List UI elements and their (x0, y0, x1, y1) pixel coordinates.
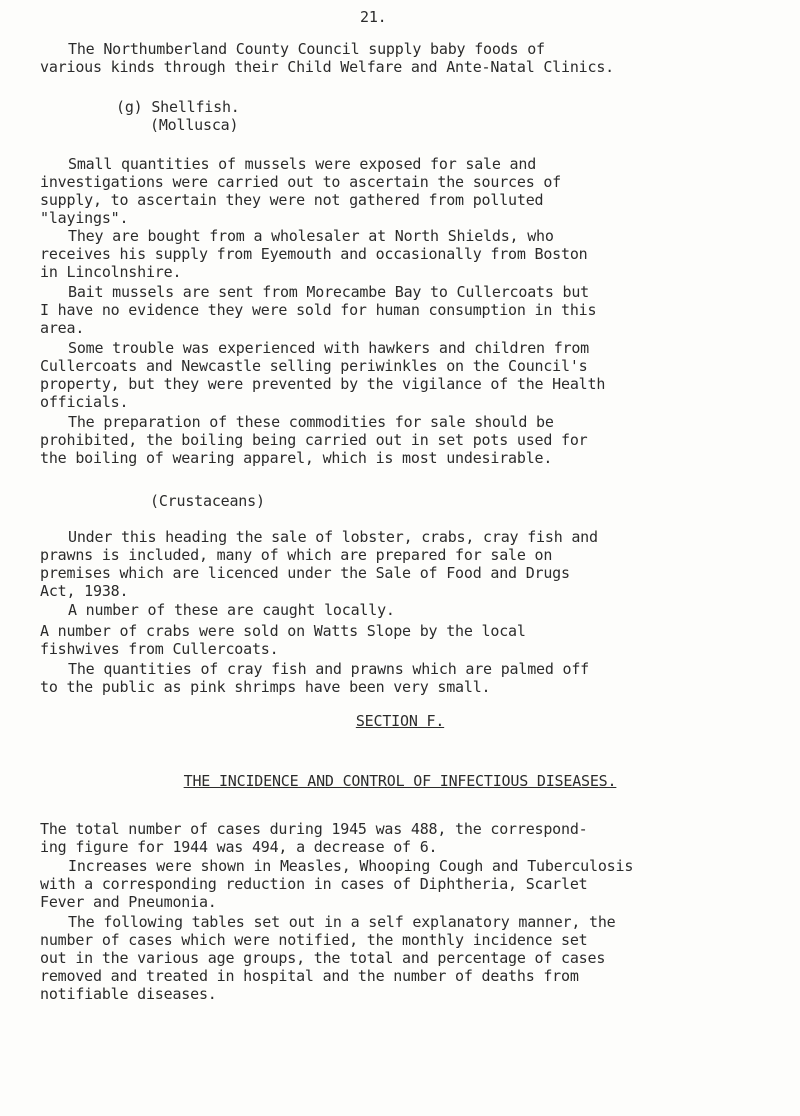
section-subtitle: THE INCIDENCE AND CONTROL OF INFECTIOUS DISEASES. (183, 772, 617, 790)
body-line: ing figure for 1944 was 494, a decrease of 6. (40, 838, 438, 856)
body-line: The quantities of cray fish and prawns which are palmed off (68, 660, 590, 678)
body-line: property, but they were prevented by the vigilance of the Health (40, 375, 606, 393)
body-line: area. (40, 319, 85, 337)
body-line: A number of crabs were sold on Watts Slope by the local (40, 622, 526, 640)
body-line: "layings". (40, 209, 129, 227)
body-line: Under this heading the sale of lobster, crabs, cray fish and (68, 528, 598, 546)
body-line: fishwives from Cullercoats. (40, 640, 279, 658)
body-line: premises which are licenced under the Sale of Food and Drugs (40, 564, 570, 582)
shellfish-heading: (g) Shellfish. (116, 98, 240, 116)
body-line: Fever and Pneumonia. (40, 893, 217, 911)
body-line: officials. (40, 393, 129, 411)
body-line: The following tables set out in a self explanatory manner, the (68, 913, 616, 931)
body-line: Some trouble was experienced with hawkers and children from (68, 339, 590, 357)
body-line: prohibited, the boiling being carried out in set pots used for (40, 431, 588, 449)
body-line: Bait mussels are sent from Morecambe Bay to Cullercoats but (68, 283, 590, 301)
body-line: with a corresponding reduction in cases of Diphtheria, Scarlet (40, 875, 588, 893)
body-line: Increases were shown in Measles, Whooping Cough and Tuberculosis (68, 857, 634, 875)
body-line: receives his supply from Eyemouth and occasionally from Boston (40, 245, 588, 263)
body-line: They are bought from a wholesaler at North Shields, who (68, 227, 554, 245)
body-line: removed and treated in hospital and the number of deaths from (40, 967, 579, 985)
intro-line: various kinds through their Child Welfare and Ante-Natal Clinics. (40, 58, 614, 76)
intro-line: The Northumberland County Council supply baby foods of (68, 40, 545, 58)
body-line: out in the various age groups, the total and percentage of cases (40, 949, 606, 967)
body-line: notifiable diseases. (40, 985, 217, 1003)
body-line: in Lincolnshire. (40, 263, 182, 281)
shellfish-subheading: (Mollusca) (150, 116, 239, 134)
body-line: to the public as pink shrimps have been very small. (40, 678, 491, 696)
body-line: A number of these are caught locally. (68, 601, 395, 619)
body-line: Small quantities of mussels were exposed for sale and (68, 155, 537, 173)
body-line: prawns is included, many of which are prepared for sale on (40, 546, 553, 564)
page-number: 21. (360, 8, 387, 26)
body-line: supply, to ascertain they were not gathered from polluted (40, 191, 544, 209)
body-line: Cullercoats and Newcastle selling periwinkles on the Council's (40, 357, 588, 375)
section-title: SECTION F. (355, 712, 445, 730)
body-line: Act, 1938. (40, 582, 129, 600)
body-line: the boiling of wearing apparel, which is most undesirable. (40, 449, 553, 467)
body-line: number of cases which were notified, the monthly incidence set (40, 931, 588, 949)
body-line: The total number of cases during 1945 was 488, the correspond- (40, 820, 588, 838)
body-line: The preparation of these commodities for sale should be (68, 413, 554, 431)
crustaceans-heading: (Crustaceans) (150, 492, 265, 510)
body-line: investigations were carried out to ascertain the sources of (40, 173, 562, 191)
body-line: I have no evidence they were sold for human consumption in this (40, 301, 597, 319)
